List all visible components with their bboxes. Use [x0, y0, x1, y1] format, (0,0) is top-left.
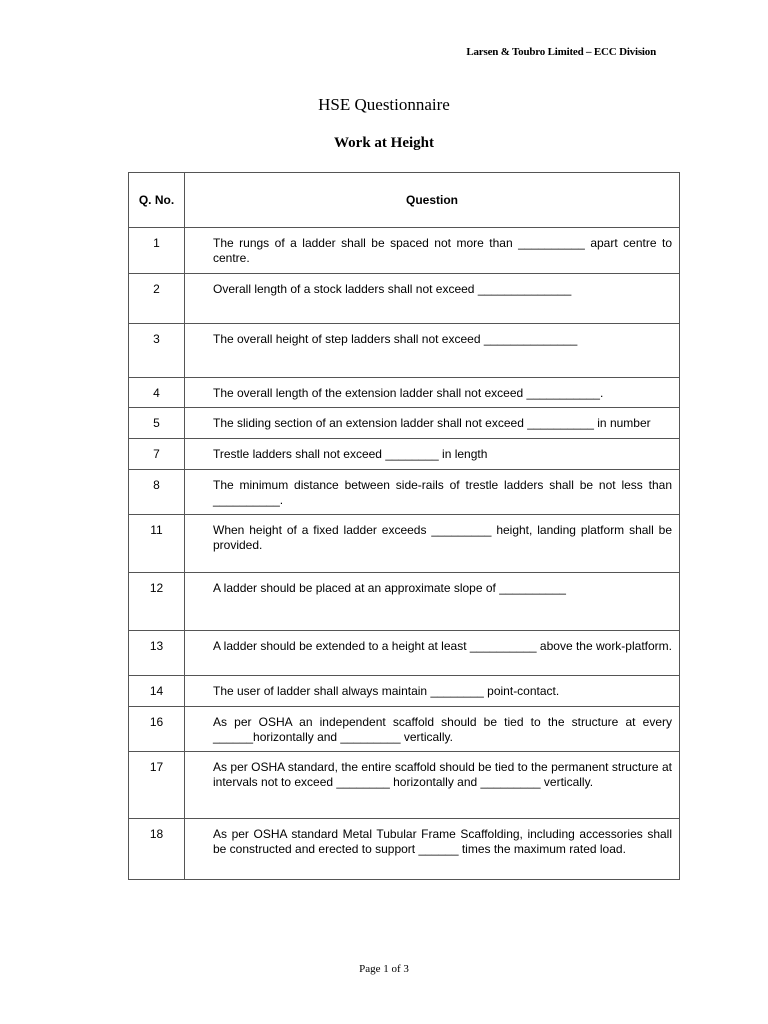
question-number: 3 [129, 324, 185, 378]
question-number: 16 [129, 707, 185, 752]
question-text: A ladder should be placed at an approximate slope of __________ [185, 573, 680, 631]
question-number: 17 [129, 752, 185, 819]
table-row [129, 408, 680, 439]
question-number: 1 [129, 228, 185, 274]
question-text: Overall length of a stock ladders shall not exceed ______________ [185, 274, 680, 324]
question-number: 2 [129, 274, 185, 324]
question-text: As per OSHA an independent scaffold should be tied to the structure at every ______horizontally and _________ vertically. [185, 707, 680, 752]
question-text: A ladder should be extended to a height at least __________ above the work-platform. [185, 631, 680, 676]
table-row [129, 819, 680, 880]
question-number: 14 [129, 676, 185, 707]
question-number: 7 [129, 439, 185, 470]
question-text: The user of ladder shall always maintain ________ point-contact. [185, 676, 680, 707]
question-number: 12 [129, 573, 185, 631]
document-title: HSE Questionnaire [318, 95, 450, 114]
question-text: The sliding section of an extension ladder shall not exceed __________ in number [185, 408, 680, 439]
table-row [129, 470, 680, 515]
question-text: The minimum distance between side-rails of trestle ladders shall be not less than __________. [185, 470, 680, 515]
table-row [129, 573, 680, 631]
question-text: The rungs of a ladder shall be spaced not more than __________ apart centre to centre. [185, 228, 680, 274]
document-subtitle: Work at Height [334, 135, 434, 151]
question-text: When height of a fixed ladder exceeds _________ height, landing platform shall be provided. [185, 515, 680, 573]
question-text: The overall height of step ladders shall not exceed ______________ [185, 324, 680, 378]
table-row [129, 439, 680, 470]
question-number: 13 [129, 631, 185, 676]
question-text: The overall length of the extension ladder shall not exceed ___________. [185, 378, 680, 408]
question-text: As per OSHA standard Metal Tubular Frame Scaffolding, including accessories shall be constructed and erected to support ______ times the maximum rated load. [185, 819, 680, 880]
question-number: 4 [129, 378, 185, 408]
table-header-row [129, 173, 680, 228]
table-row [129, 378, 680, 408]
question-text: Trestle ladders shall not exceed ________ in length [185, 439, 680, 470]
table-row [129, 228, 680, 274]
question-number: 18 [129, 819, 185, 880]
question-number: 5 [129, 408, 185, 439]
table-row [129, 324, 680, 378]
table-row [129, 707, 680, 752]
company-header: Larsen & Toubro Limited – ECC Division [466, 46, 656, 58]
table-row [129, 676, 680, 707]
question-text: As per OSHA standard, the entire scaffold should be tied to the permanent structure at intervals not to exceed ________ horizontally and _________ vertically. [185, 752, 680, 819]
column-header-qno: Q. No. [129, 173, 185, 228]
page-number: Page 1 of 3 [359, 963, 409, 975]
table-row [129, 631, 680, 676]
question-number: 11 [129, 515, 185, 573]
column-header-question: Question [185, 173, 680, 228]
questionnaire-table [128, 172, 680, 880]
table-row [129, 752, 680, 819]
table-row [129, 515, 680, 573]
question-number: 8 [129, 470, 185, 515]
table-row [129, 274, 680, 324]
